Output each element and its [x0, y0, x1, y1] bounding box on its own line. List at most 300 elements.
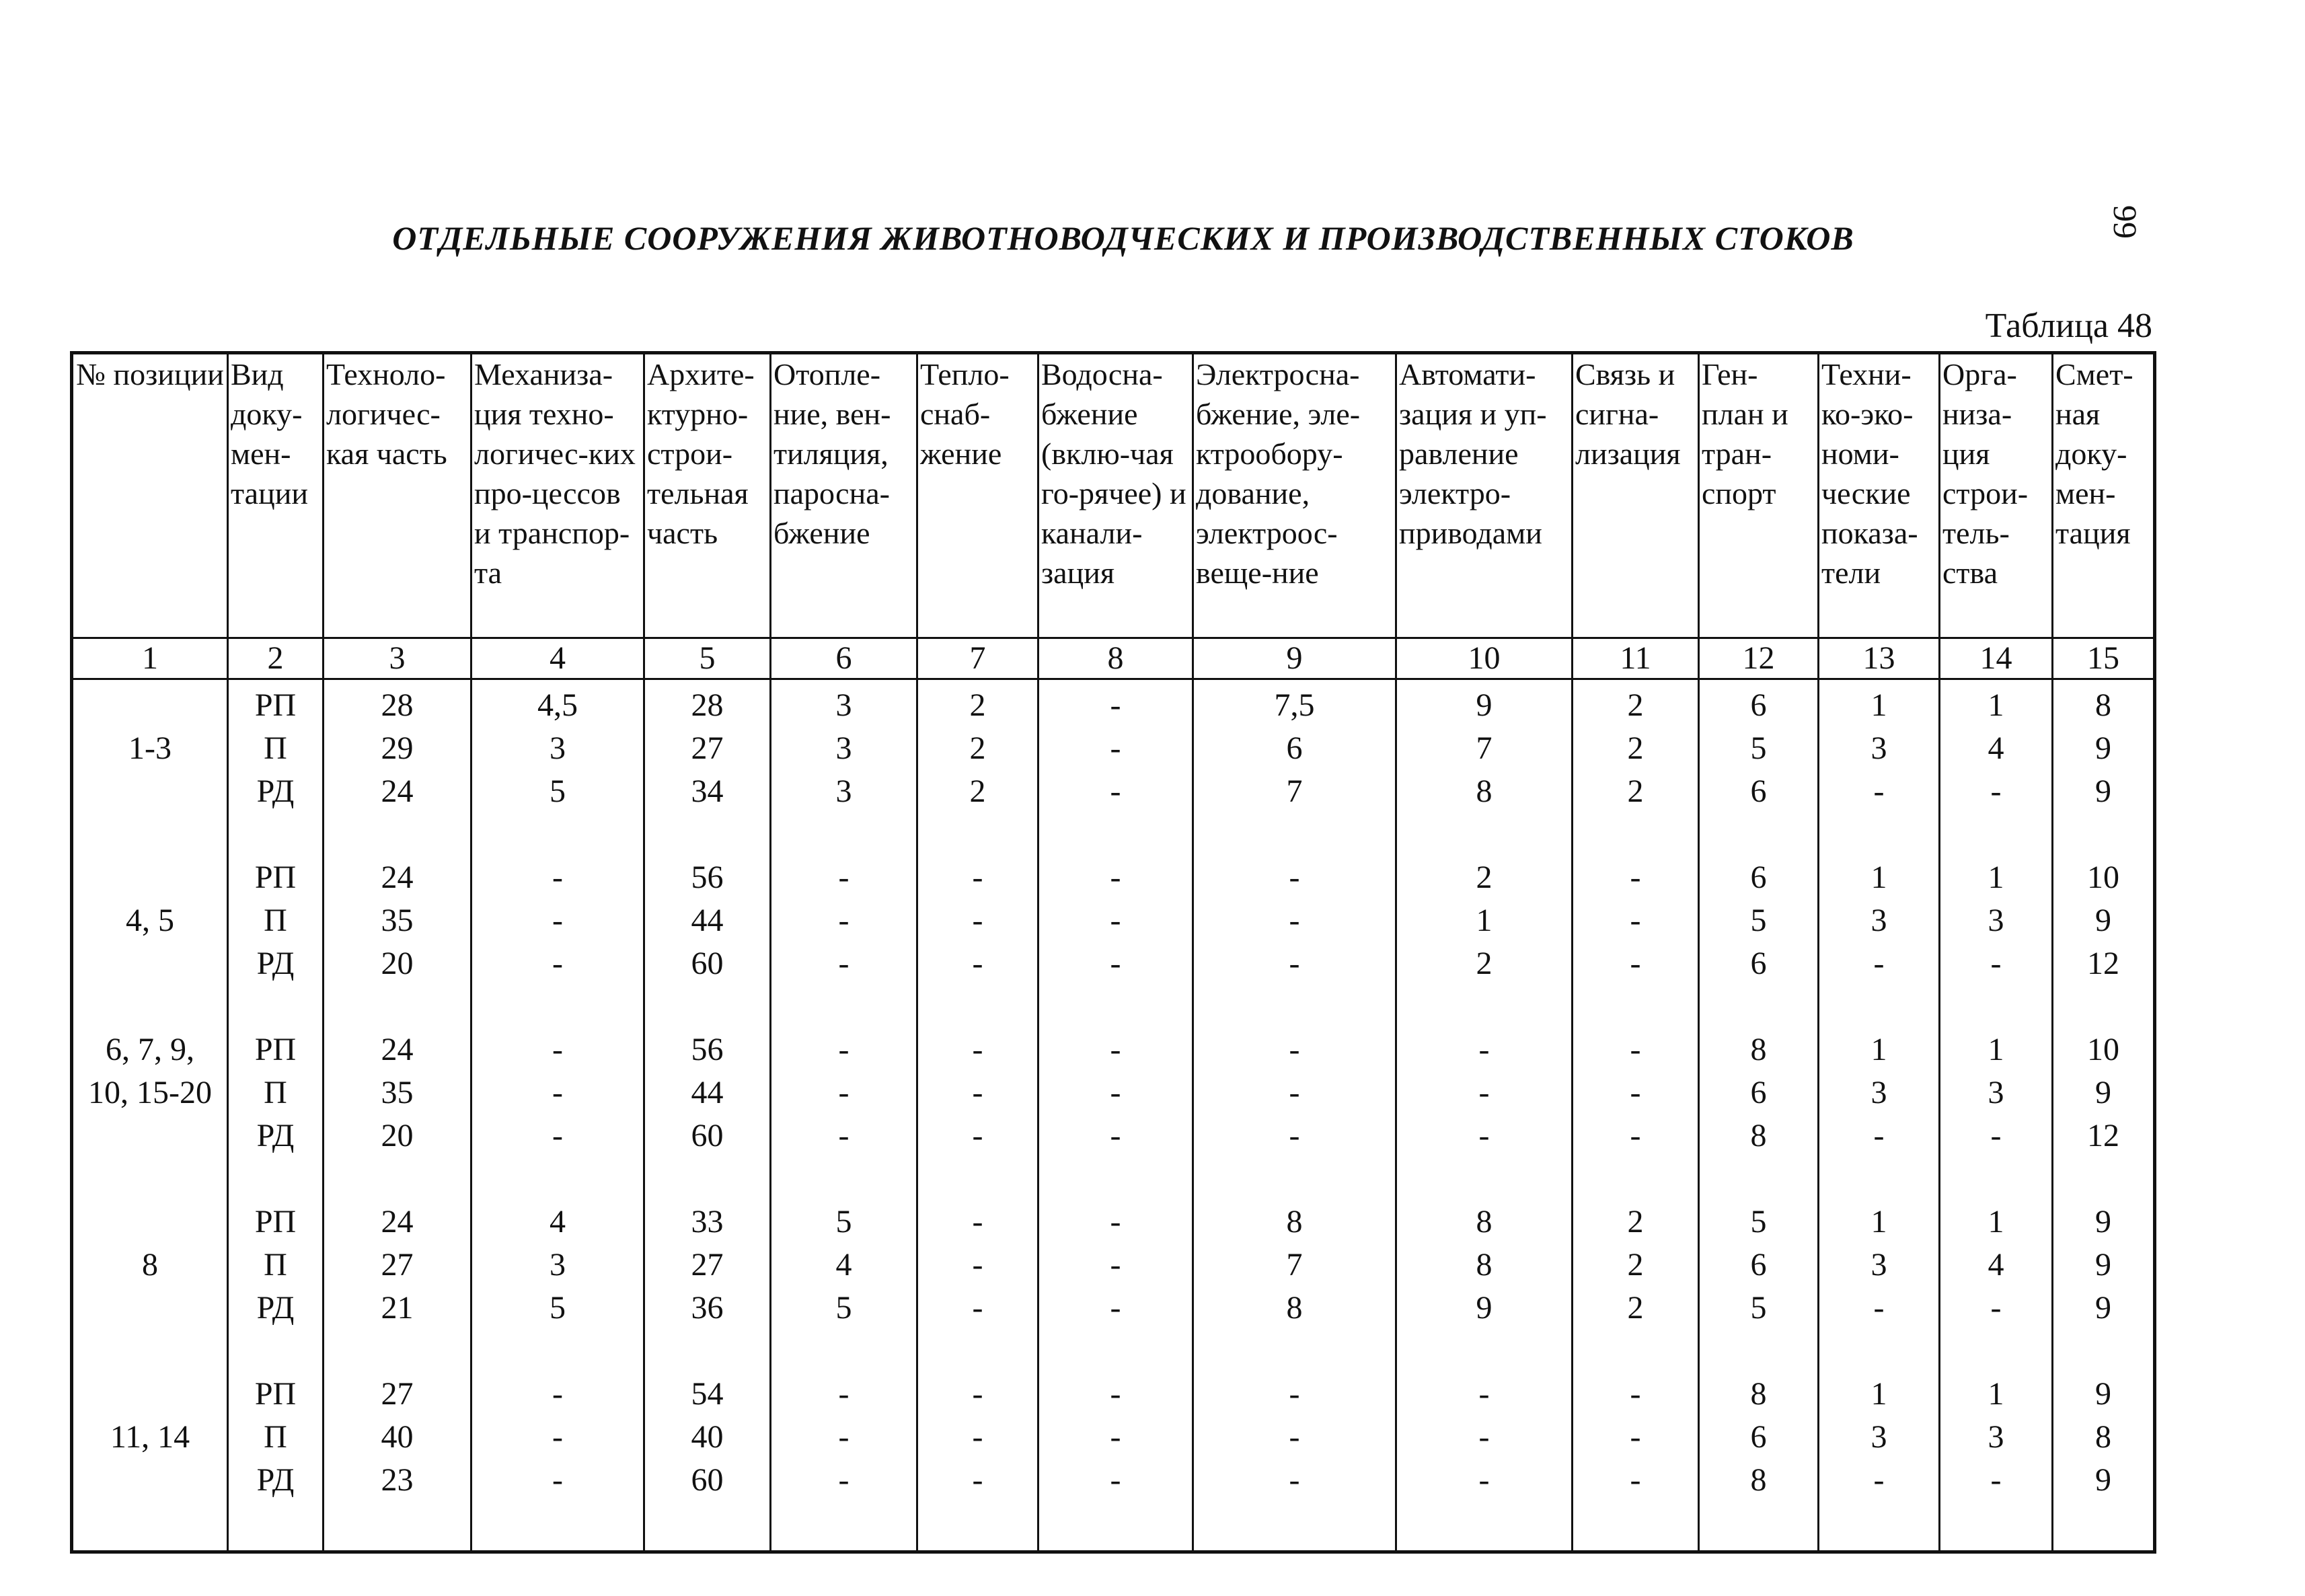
value-cell: 8 — [1699, 1373, 1819, 1416]
empty-cell — [1193, 1502, 1396, 1552]
value-cell: 1 — [1819, 679, 1940, 728]
empty-cell — [1193, 813, 1396, 856]
spacer-row — [72, 1157, 2155, 1201]
value-cell: - — [1193, 1114, 1396, 1157]
doc-type-cell: РД — [228, 1114, 324, 1157]
value-cell: 34 — [644, 770, 771, 813]
value-cell: 36 — [644, 1287, 771, 1330]
position-cell: 11, 14 — [72, 1416, 228, 1459]
value-cell: - — [471, 1071, 644, 1114]
value-cell: 27 — [644, 1244, 771, 1287]
value-cell: - — [1396, 1071, 1573, 1114]
doc-type-cell: РП — [228, 1028, 324, 1071]
value-cell: - — [471, 942, 644, 985]
position-cell: 8 — [72, 1244, 228, 1287]
empty-cell — [471, 1157, 644, 1201]
value-cell: 3 — [1819, 1416, 1940, 1459]
position-cell — [72, 770, 228, 813]
value-cell: 5 — [1699, 727, 1819, 770]
header-water-supply: Водосна-бжение (вклю-чая го-рячее) и канали-зация — [1038, 353, 1193, 638]
table-label: Таблица 48 — [1985, 307, 2152, 345]
value-cell: - — [1819, 770, 1940, 813]
doc-type-cell: РД — [228, 1459, 324, 1502]
value-cell: 20 — [324, 1114, 471, 1157]
value-cell: - — [771, 899, 917, 942]
value-cell: 3 — [1940, 899, 2053, 942]
spacer-row — [72, 985, 2155, 1028]
header-technology: Техноло-логичес-кая часть — [324, 353, 471, 638]
doc-type-cell: РД — [228, 1287, 324, 1330]
value-cell: - — [1940, 1114, 2053, 1157]
value-cell: 2 — [1573, 1244, 1699, 1287]
value-cell: 2 — [917, 679, 1038, 728]
value-cell: - — [471, 1028, 644, 1071]
value-cell: - — [1396, 1373, 1573, 1416]
empty-cell — [771, 813, 917, 856]
value-cell: 35 — [324, 1071, 471, 1114]
value-cell: 8 — [1699, 1459, 1819, 1502]
value-cell: 5 — [1699, 1201, 1819, 1244]
empty-cell — [72, 813, 228, 856]
value-cell: - — [1038, 679, 1193, 728]
empty-cell — [644, 1502, 771, 1552]
value-cell: 28 — [324, 679, 471, 728]
table-row — [72, 1459, 2155, 1502]
value-cell: 60 — [644, 1459, 771, 1502]
value-cell: - — [1573, 1028, 1699, 1071]
value-cell: 1 — [1819, 1373, 1940, 1416]
value-cell: 5 — [771, 1201, 917, 1244]
value-cell: 54 — [644, 1373, 771, 1416]
value-cell: 9 — [1396, 679, 1573, 728]
position-cell — [72, 1201, 228, 1244]
value-cell: 3 — [771, 679, 917, 728]
empty-cell — [324, 1502, 471, 1552]
value-cell: 3 — [1819, 727, 1940, 770]
column-number: 6 — [771, 638, 917, 679]
value-cell: 8 — [1699, 1114, 1819, 1157]
value-cell: 2 — [1396, 856, 1573, 899]
value-cell: - — [471, 1114, 644, 1157]
value-cell: - — [471, 899, 644, 942]
value-cell: 7 — [1193, 770, 1396, 813]
table-row — [72, 942, 2155, 985]
empty-cell — [1396, 1330, 1573, 1373]
value-cell: 3 — [1940, 1071, 2053, 1114]
value-cell: - — [1573, 1373, 1699, 1416]
doc-type-cell: П — [228, 727, 324, 770]
value-cell: 21 — [324, 1287, 471, 1330]
empty-cell — [1038, 1502, 1193, 1552]
position-cell: 6, 7, 9, — [72, 1028, 228, 1071]
empty-cell — [1193, 985, 1396, 1028]
value-cell: 4 — [771, 1244, 917, 1287]
value-cell: 1 — [1940, 1028, 2053, 1071]
column-number-row — [72, 638, 2155, 679]
value-cell: 24 — [324, 1201, 471, 1244]
value-cell: 6 — [1699, 1244, 1819, 1287]
value-cell: 6 — [1699, 1071, 1819, 1114]
empty-cell — [644, 1330, 771, 1373]
value-cell: - — [1396, 1114, 1573, 1157]
empty-cell — [917, 985, 1038, 1028]
value-cell: 8 — [2053, 679, 2155, 728]
value-cell: - — [1573, 1416, 1699, 1459]
value-cell: 2 — [917, 770, 1038, 813]
value-cell: 5 — [771, 1287, 917, 1330]
column-number: 1 — [72, 638, 228, 679]
empty-cell — [1573, 813, 1699, 856]
value-cell: 24 — [324, 770, 471, 813]
value-cell: - — [917, 1114, 1038, 1157]
value-cell: 44 — [644, 899, 771, 942]
value-cell: - — [917, 899, 1038, 942]
value-cell: - — [771, 1114, 917, 1157]
value-cell: - — [1038, 942, 1193, 985]
doc-type-cell: П — [228, 899, 324, 942]
empty-cell — [917, 1502, 1038, 1552]
value-cell: 9 — [2053, 1201, 2155, 1244]
value-cell: 6 — [1193, 727, 1396, 770]
value-cell: - — [1573, 1071, 1699, 1114]
value-cell: - — [471, 1459, 644, 1502]
value-cell: - — [1819, 942, 1940, 985]
empty-cell — [471, 1502, 644, 1552]
value-cell: 1 — [1940, 679, 2053, 728]
table-row — [72, 679, 2155, 728]
value-cell: - — [1038, 1028, 1193, 1071]
table-row — [72, 770, 2155, 813]
value-cell: 8 — [1193, 1287, 1396, 1330]
value-cell: 1 — [1819, 1201, 1940, 1244]
value-cell: - — [917, 856, 1038, 899]
empty-cell — [644, 1157, 771, 1201]
empty-cell — [1699, 985, 1819, 1028]
value-cell: - — [1038, 1373, 1193, 1416]
empty-cell — [2053, 985, 2155, 1028]
empty-cell — [2053, 1502, 2155, 1552]
column-number: 11 — [1573, 638, 1699, 679]
empty-cell — [771, 1330, 917, 1373]
value-cell: 3 — [771, 727, 917, 770]
value-cell: 3 — [1819, 1071, 1940, 1114]
header-tech-economic: Техни-ко-эко-номи-ческие показа-тели — [1819, 353, 1940, 638]
empty-cell — [1396, 985, 1573, 1028]
value-cell: 2 — [1573, 1201, 1699, 1244]
page-title: ОТДЕЛЬНЫЕ СООРУЖЕНИЯ ЖИВОТНОВОДЧЕСКИХ И ПРОИЗВОДСТВЕННЫХ СТОКОВ — [392, 219, 1854, 257]
empty-cell — [917, 1157, 1038, 1201]
table-row — [72, 1416, 2155, 1459]
empty-cell — [1396, 1502, 1573, 1552]
value-cell: 56 — [644, 1028, 771, 1071]
empty-cell — [644, 813, 771, 856]
empty-cell — [1038, 1157, 1193, 1201]
value-cell: - — [917, 1028, 1038, 1071]
value-cell: - — [1819, 1114, 1940, 1157]
empty-cell — [2053, 1157, 2155, 1201]
header-mechanization: Механиза-ция техно-логичес-ких про-цессов и транспор-та — [471, 353, 644, 638]
value-cell: - — [471, 856, 644, 899]
value-cell: 12 — [2053, 942, 2155, 985]
value-cell: 8 — [1396, 1201, 1573, 1244]
position-cell: 4, 5 — [72, 899, 228, 942]
value-cell: 2 — [1573, 679, 1699, 728]
value-cell: 9 — [2053, 727, 2155, 770]
empty-cell — [1396, 1157, 1573, 1201]
empty-cell — [228, 813, 324, 856]
value-cell: 27 — [644, 727, 771, 770]
empty-cell — [1573, 985, 1699, 1028]
table-row — [72, 1373, 2155, 1416]
empty-cell — [1940, 1330, 2053, 1373]
value-cell: - — [471, 1416, 644, 1459]
value-cell: 23 — [324, 1459, 471, 1502]
value-cell: 9 — [2053, 1373, 2155, 1416]
empty-cell — [1819, 813, 1940, 856]
spacer-row — [72, 1330, 2155, 1373]
value-cell: 6 — [1699, 679, 1819, 728]
empty-cell — [228, 1502, 324, 1552]
value-cell: - — [1193, 1071, 1396, 1114]
value-cell: 28 — [644, 679, 771, 728]
value-cell: - — [917, 1201, 1038, 1244]
empty-cell — [1699, 1157, 1819, 1201]
header-communication: Связь и сигна-лизация — [1573, 353, 1699, 638]
value-cell: - — [771, 856, 917, 899]
data-table — [70, 351, 2156, 1554]
empty-cell — [1193, 1330, 1396, 1373]
empty-cell — [72, 1502, 228, 1552]
empty-cell — [771, 1157, 917, 1201]
table-row — [72, 1071, 2155, 1114]
value-cell: - — [1193, 899, 1396, 942]
value-cell: - — [771, 942, 917, 985]
doc-type-cell: РД — [228, 770, 324, 813]
empty-cell — [1193, 1157, 1396, 1201]
value-cell: - — [1193, 1416, 1396, 1459]
empty-cell — [324, 1330, 471, 1373]
value-cell: 1 — [1940, 856, 2053, 899]
empty-cell — [228, 985, 324, 1028]
empty-cell — [1699, 1502, 1819, 1552]
doc-type-cell: П — [228, 1071, 324, 1114]
column-number: 5 — [644, 638, 771, 679]
header-heat-supply: Тепло-снаб-жение — [917, 353, 1038, 638]
empty-cell — [471, 1330, 644, 1373]
value-cell: 10 — [2053, 1028, 2155, 1071]
value-cell: - — [1940, 1287, 2053, 1330]
empty-cell — [1396, 813, 1573, 856]
value-cell: 35 — [324, 899, 471, 942]
value-cell: 2 — [1573, 727, 1699, 770]
value-cell: - — [1193, 856, 1396, 899]
value-cell: - — [1573, 1459, 1699, 1502]
value-cell: 3 — [1819, 1244, 1940, 1287]
value-cell: 5 — [1699, 1287, 1819, 1330]
empty-cell — [1699, 813, 1819, 856]
empty-cell — [324, 1157, 471, 1201]
doc-type-cell: РП — [228, 1201, 324, 1244]
value-cell: - — [917, 1416, 1038, 1459]
empty-cell — [1573, 1157, 1699, 1201]
column-number: 13 — [1819, 638, 1940, 679]
value-cell: - — [1573, 856, 1699, 899]
spacer-row — [72, 1502, 2155, 1552]
column-number: 10 — [1396, 638, 1573, 679]
empty-cell — [771, 1502, 917, 1552]
value-cell: - — [771, 1373, 917, 1416]
value-cell: - — [1940, 770, 2053, 813]
value-cell: 9 — [2053, 1071, 2155, 1114]
value-cell: 7 — [1396, 727, 1573, 770]
header-estimate: Смет-ная доку-мен-тация — [2053, 353, 2155, 638]
value-cell: 27 — [324, 1373, 471, 1416]
empty-cell — [1940, 813, 2053, 856]
column-number: 8 — [1038, 638, 1193, 679]
empty-cell — [228, 1157, 324, 1201]
value-cell: 6 — [1699, 942, 1819, 985]
value-cell: - — [917, 1244, 1038, 1287]
value-cell: - — [1038, 1114, 1193, 1157]
doc-type-cell: П — [228, 1416, 324, 1459]
empty-cell — [471, 813, 644, 856]
table-row — [72, 1287, 2155, 1330]
empty-cell — [644, 985, 771, 1028]
value-cell: 8 — [1396, 770, 1573, 813]
value-cell: - — [1396, 1459, 1573, 1502]
value-cell: 6 — [1699, 1416, 1819, 1459]
value-cell: 2 — [1396, 942, 1573, 985]
value-cell: - — [1038, 1287, 1193, 1330]
value-cell: 1 — [1396, 899, 1573, 942]
value-cell: - — [1193, 1459, 1396, 1502]
empty-cell — [1940, 1157, 2053, 1201]
value-cell: 2 — [1573, 770, 1699, 813]
empty-cell — [2053, 813, 2155, 856]
value-cell: 5 — [1699, 899, 1819, 942]
value-cell: 8 — [1699, 1028, 1819, 1071]
position-cell — [72, 679, 228, 728]
table-row — [72, 899, 2155, 942]
empty-cell — [471, 985, 644, 1028]
value-cell: - — [771, 1459, 917, 1502]
value-cell: 29 — [324, 727, 471, 770]
value-cell: 40 — [324, 1416, 471, 1459]
value-cell: 44 — [644, 1071, 771, 1114]
doc-type-cell: РД — [228, 942, 324, 985]
value-cell: 9 — [2053, 1244, 2155, 1287]
column-number: 3 — [324, 638, 471, 679]
value-cell: - — [1396, 1416, 1573, 1459]
empty-cell — [1819, 1330, 1940, 1373]
position-cell — [72, 1373, 228, 1416]
doc-type-cell: РП — [228, 856, 324, 899]
empty-cell — [1819, 985, 1940, 1028]
header-electric-supply: Электросна-бжение, эле-ктрообору-дование, электроос-веще-ние — [1193, 353, 1396, 638]
value-cell: - — [1819, 1287, 1940, 1330]
empty-cell — [917, 1330, 1038, 1373]
value-cell: 2 — [917, 727, 1038, 770]
value-cell: 1 — [1940, 1201, 2053, 1244]
value-cell: - — [1940, 1459, 2053, 1502]
column-number: 12 — [1699, 638, 1819, 679]
value-cell: 12 — [2053, 1114, 2155, 1157]
value-cell: 4 — [1940, 727, 2053, 770]
value-cell: - — [1038, 899, 1193, 942]
value-cell: 10 — [2053, 856, 2155, 899]
value-cell: 5 — [471, 1287, 644, 1330]
value-cell: - — [1573, 899, 1699, 942]
value-cell: 4 — [471, 1201, 644, 1244]
position-cell: 1-3 — [72, 727, 228, 770]
value-cell: - — [1038, 1244, 1193, 1287]
value-cell: 27 — [324, 1244, 471, 1287]
empty-cell — [1038, 1330, 1193, 1373]
value-cell: - — [471, 1373, 644, 1416]
table-row — [72, 1201, 2155, 1244]
value-cell: 5 — [471, 770, 644, 813]
value-cell: 9 — [2053, 770, 2155, 813]
position-cell — [72, 1459, 228, 1502]
value-cell: - — [917, 1071, 1038, 1114]
value-cell: - — [1193, 1373, 1396, 1416]
value-cell: 1 — [1819, 1028, 1940, 1071]
value-cell: 9 — [1396, 1287, 1573, 1330]
page-number: 99 — [2107, 205, 2144, 239]
column-number: 15 — [2053, 638, 2155, 679]
value-cell: 6 — [1699, 856, 1819, 899]
value-cell: 6 — [1699, 770, 1819, 813]
doc-type-cell: П — [228, 1244, 324, 1287]
header-construction-org: Орга-низа-ция строи-тель-ства — [1940, 353, 2053, 638]
value-cell: 7 — [1193, 1244, 1396, 1287]
value-cell: - — [917, 1459, 1038, 1502]
position-cell — [72, 856, 228, 899]
value-cell: - — [771, 1416, 917, 1459]
table-row — [72, 1244, 2155, 1287]
value-cell: - — [1193, 942, 1396, 985]
empty-cell — [771, 985, 917, 1028]
empty-cell — [1819, 1502, 1940, 1552]
value-cell: 33 — [644, 1201, 771, 1244]
value-cell: 3 — [471, 727, 644, 770]
header-architecture: Архите-ктурно-строи-тельная часть — [644, 353, 771, 638]
doc-type-cell: РП — [228, 1373, 324, 1416]
value-cell: 20 — [324, 942, 471, 985]
empty-cell — [1940, 985, 2053, 1028]
value-cell: - — [917, 1373, 1038, 1416]
value-cell: 24 — [324, 1028, 471, 1071]
value-cell: - — [1038, 856, 1193, 899]
value-cell: - — [1038, 1416, 1193, 1459]
position-cell — [72, 1114, 228, 1157]
position-cell — [72, 942, 228, 985]
spacer-row — [72, 813, 2155, 856]
value-cell: 9 — [2053, 1459, 2155, 1502]
value-cell: 7,5 — [1193, 679, 1396, 728]
header-doc-type: Вид доку-мен-тации — [228, 353, 324, 638]
value-cell: - — [1038, 1071, 1193, 1114]
value-cell: 3 — [1819, 899, 1940, 942]
empty-cell — [1038, 985, 1193, 1028]
value-cell: - — [771, 1028, 917, 1071]
value-cell: - — [1396, 1028, 1573, 1071]
empty-cell — [228, 1330, 324, 1373]
header-automation: Автомати-зация и уп-равление электро-приводами — [1396, 353, 1573, 638]
value-cell: - — [1038, 1459, 1193, 1502]
empty-cell — [917, 813, 1038, 856]
value-cell: - — [1193, 1028, 1396, 1071]
